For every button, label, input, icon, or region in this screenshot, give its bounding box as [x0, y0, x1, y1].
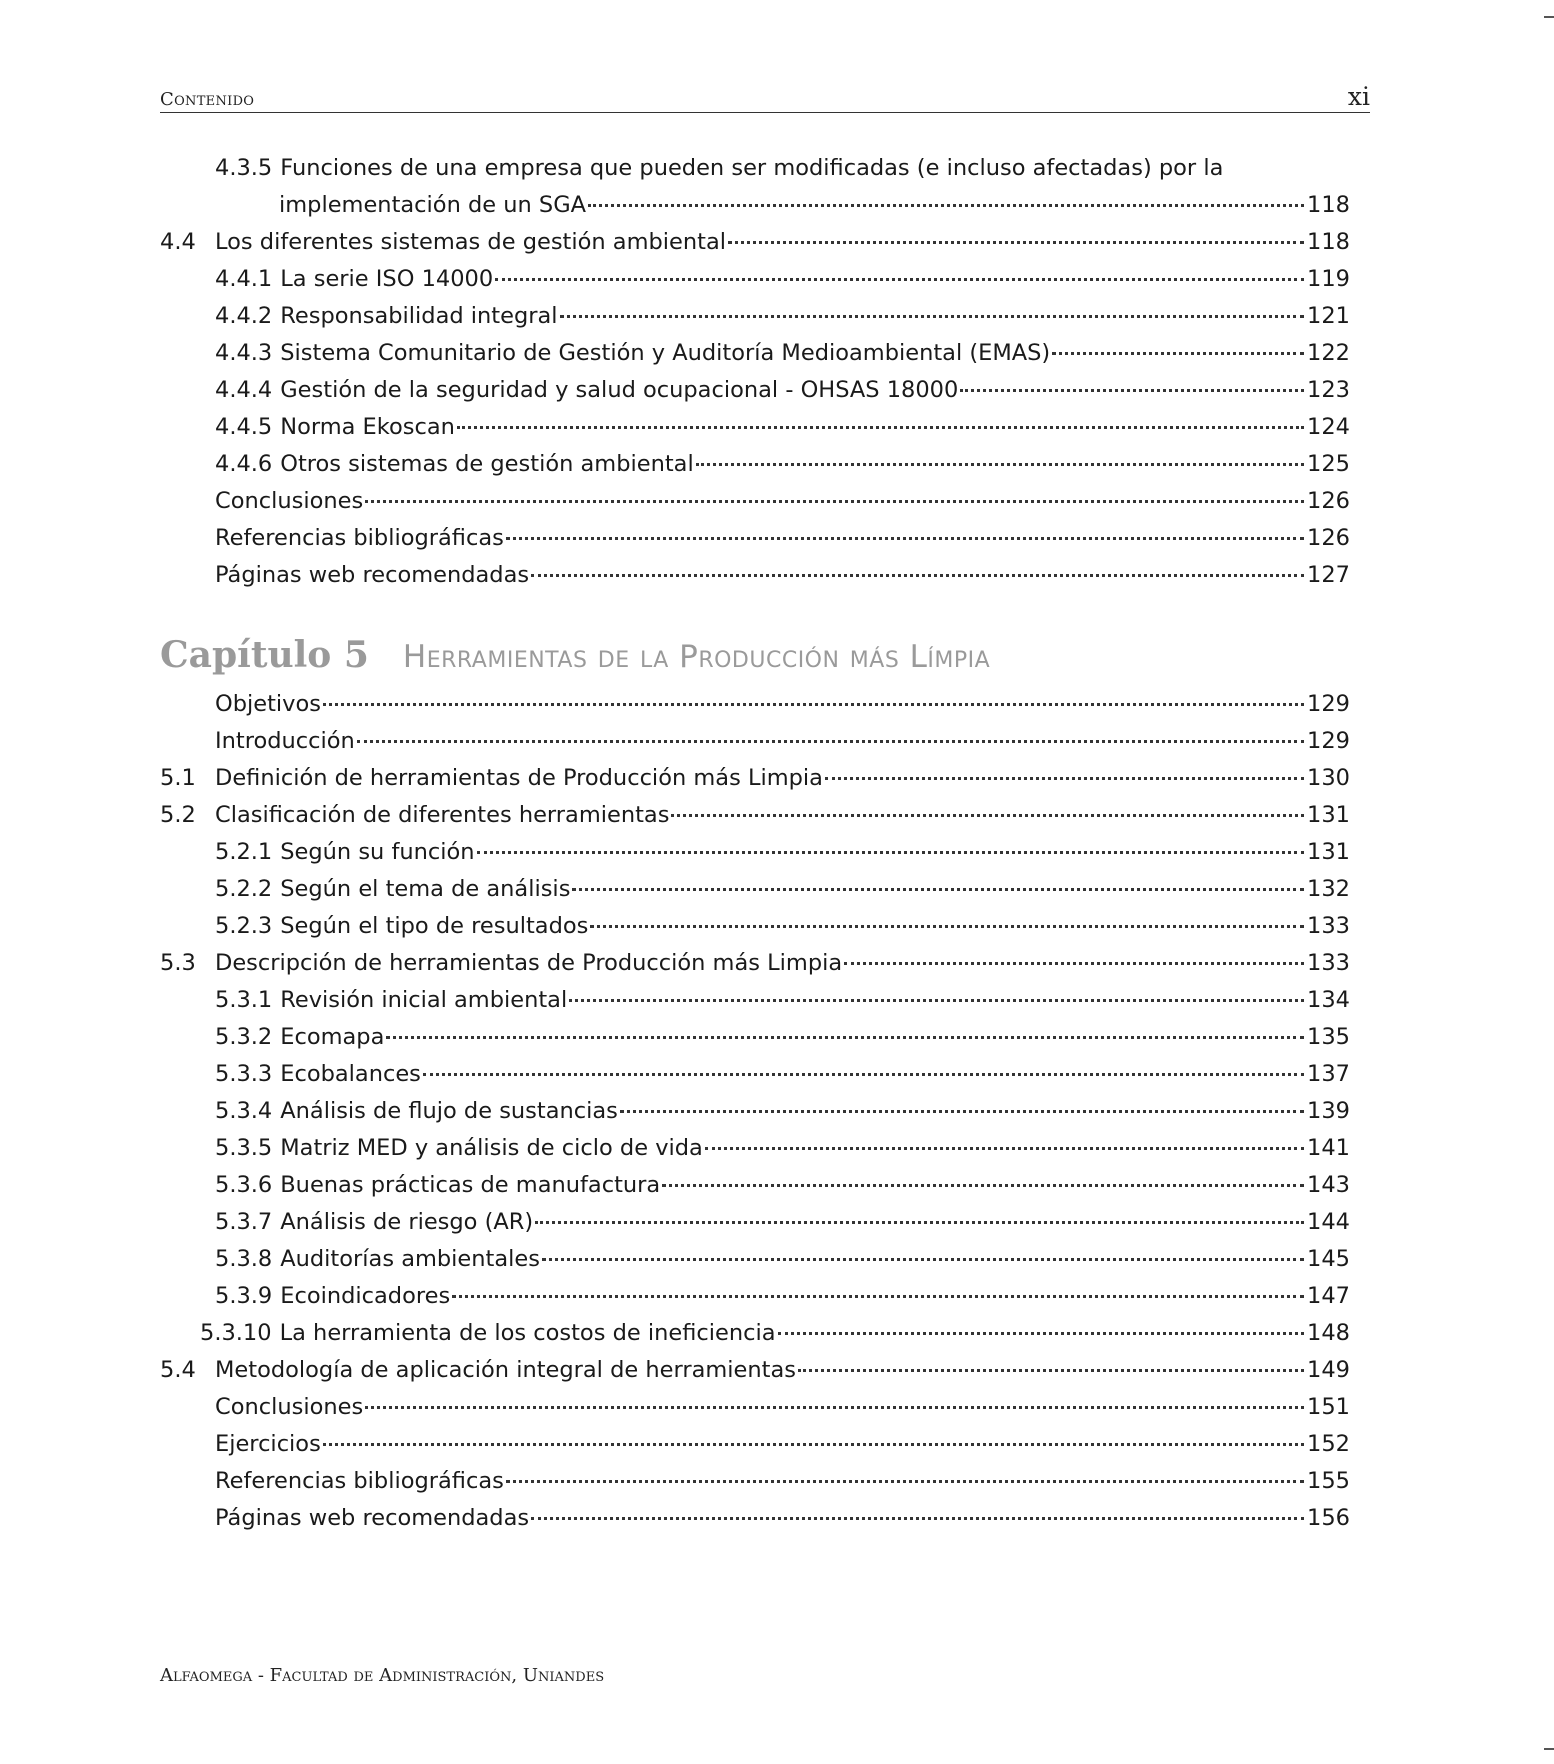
toc-entry-number: 5.1 — [160, 765, 196, 791]
toc-dot-leader — [506, 1479, 1304, 1483]
toc-entry-title: Responsabilidad integral — [280, 303, 558, 329]
toc-entry-page: 148 — [1307, 1320, 1350, 1346]
toc-entry-page: 132 — [1307, 876, 1350, 902]
toc-entry — [160, 982, 1350, 1019]
toc-entry-page: 156 — [1307, 1505, 1350, 1531]
chapter-label: Capítulo 5 — [160, 634, 369, 676]
toc-entry — [160, 261, 1350, 298]
toc-dot-leader — [542, 1257, 1304, 1261]
toc-dot-leader — [477, 850, 1304, 854]
header-page-number: xi — [1347, 82, 1370, 111]
toc-entry-page: 126 — [1307, 488, 1350, 514]
toc-dot-leader — [560, 314, 1304, 318]
toc-entry-number: 4.3.5 — [215, 155, 273, 181]
toc-entry-page: 130 — [1307, 765, 1350, 791]
toc-entry — [160, 1130, 1350, 1167]
toc-entry — [160, 1056, 1350, 1093]
toc-entry-title: Funciones de una empresa que pueden ser modificadas (e incluso afectadas) por la — [280, 155, 1224, 181]
toc-entry-title: Conclusiones — [215, 1394, 364, 1420]
toc-entry-title: Páginas web recomendadas — [215, 1505, 530, 1531]
toc-dot-leader — [531, 573, 1304, 577]
toc-entry — [160, 1463, 1350, 1500]
toc-entry-title: La herramienta de los costos de ineficiencia — [279, 1320, 776, 1346]
toc-dot-leader — [960, 388, 1304, 392]
toc-entry-title: Ecomapa — [280, 1024, 385, 1050]
toc-entry-page: 125 — [1307, 451, 1350, 477]
toc-entry — [160, 187, 1350, 224]
toc-dot-leader — [365, 1405, 1304, 1409]
toc-entry — [160, 1093, 1350, 1130]
toc-entry-title: Introducción — [215, 728, 355, 754]
toc-entry-title: Metodología de aplicación integral de herramientas — [215, 1357, 796, 1383]
running-footer: Alfaomega - Facultad de Administración, Uniandes — [160, 1665, 605, 1686]
toc-dot-leader — [696, 462, 1304, 466]
toc-entry-title: Conclusiones — [215, 488, 364, 514]
toc-section-chapter-5 — [160, 686, 1350, 1537]
toc-dot-leader — [778, 1331, 1304, 1335]
toc-dot-leader — [452, 1294, 1304, 1298]
toc-entry-page: 129 — [1307, 728, 1350, 754]
toc-dot-leader — [457, 425, 1304, 429]
toc-entry-page: 134 — [1307, 987, 1350, 1013]
toc-entry-number: 5.3.10 — [200, 1320, 272, 1346]
toc-entry-title: Matriz MED y análisis de ciclo de vida — [280, 1135, 703, 1161]
toc-entry-title: Ecobalances — [280, 1061, 421, 1087]
toc-entry-page: 149 — [1307, 1357, 1350, 1383]
toc-dot-leader — [705, 1146, 1304, 1150]
toc-entry-page: 133 — [1307, 913, 1350, 939]
toc-entry-page: 118 — [1307, 229, 1350, 255]
toc-dot-leader — [844, 961, 1304, 965]
toc-dot-leader — [423, 1072, 1304, 1076]
toc-entry-number: 5.3.7 — [215, 1209, 273, 1235]
toc-entry-page: 155 — [1307, 1468, 1350, 1494]
toc-entry — [160, 686, 1350, 723]
toc-dot-leader — [728, 240, 1304, 244]
toc-entry-page: 127 — [1307, 562, 1350, 588]
toc-entry-title: Auditorías ambientales — [280, 1246, 540, 1272]
toc-entry-title: implementación de un SGA — [279, 192, 587, 218]
toc-entry-title: Otros sistemas de gestión ambiental — [280, 451, 694, 477]
toc-entry-title: Análisis de riesgo (AR) — [280, 1209, 534, 1235]
toc-entry — [160, 1500, 1350, 1537]
toc-entry-number: 4.4.6 — [215, 451, 273, 477]
toc-entry-number: 5.3.8 — [215, 1246, 273, 1272]
toc-entry — [160, 1426, 1350, 1463]
toc-dot-leader — [620, 1109, 1304, 1113]
toc-entry-page: 122 — [1307, 340, 1350, 366]
toc-entry — [160, 150, 1350, 187]
toc-entry-title: Revisión inicial ambiental — [280, 987, 568, 1013]
toc-section-chapter-4 — [160, 150, 1350, 594]
toc-entry — [160, 797, 1350, 834]
toc-dot-leader — [662, 1183, 1304, 1187]
toc-entry-page: 137 — [1307, 1061, 1350, 1087]
toc-entry — [160, 834, 1350, 871]
toc-entry — [160, 557, 1350, 594]
toc-dot-leader — [798, 1368, 1304, 1372]
toc-entry-number: 5.3.2 — [215, 1024, 273, 1050]
toc-entry — [160, 372, 1350, 409]
toc-entry-page: 143 — [1307, 1172, 1350, 1198]
toc-entry-title: Descripción de herramientas de Producción más Limpia — [215, 950, 843, 976]
toc-dot-leader — [495, 277, 1304, 281]
toc-entry — [160, 1352, 1350, 1389]
toc-entry-number: 4.4 — [160, 229, 196, 255]
toc-entry-number: 5.3.1 — [215, 987, 273, 1013]
toc-dot-leader — [531, 1516, 1304, 1520]
toc-entry-page: 145 — [1307, 1246, 1350, 1272]
toc-entry-number: 5.2.2 — [215, 876, 273, 902]
toc-entry-title: Ecoindicadores — [280, 1283, 451, 1309]
toc-entry-page: 131 — [1307, 802, 1350, 828]
toc-dot-leader — [323, 702, 1304, 706]
toc-entry-title: La serie ISO 14000 — [280, 266, 494, 292]
toc-entry — [160, 908, 1350, 945]
toc-dot-leader — [572, 887, 1304, 891]
toc-entry-title: Objetivos — [215, 691, 321, 717]
toc-entry-page: 131 — [1307, 839, 1350, 865]
toc-dot-leader — [825, 776, 1304, 780]
toc-entry-title: Páginas web recomendadas — [215, 562, 530, 588]
toc-dot-leader — [569, 998, 1304, 1002]
toc-entry-title: Definición de herramientas de Producción más Limpia — [215, 765, 823, 791]
toc-entry-title: Buenas prácticas de manufactura — [280, 1172, 661, 1198]
toc-entry — [160, 1167, 1350, 1204]
toc-entry — [160, 409, 1350, 446]
toc-entry — [160, 723, 1350, 760]
toc-dot-leader — [365, 499, 1304, 503]
toc-entry-page: 152 — [1307, 1431, 1350, 1457]
toc-entry-page: 126 — [1307, 525, 1350, 551]
running-header — [160, 82, 1370, 113]
toc-entry-title: Según su función — [280, 839, 475, 865]
toc-entry-number: 5.3.3 — [215, 1061, 273, 1087]
chapter-heading — [160, 634, 990, 678]
toc-entry — [160, 1019, 1350, 1056]
toc-dot-leader — [588, 203, 1304, 207]
toc-dot-leader — [506, 536, 1304, 540]
toc-dot-leader — [323, 1442, 1304, 1446]
toc-entry-page: 139 — [1307, 1098, 1350, 1124]
crop-mark-top-right — [1544, 16, 1554, 18]
toc-entry — [160, 335, 1350, 372]
toc-entry-page: 151 — [1307, 1394, 1350, 1420]
crop-mark-bottom-right — [1544, 1748, 1554, 1750]
toc-entry-number: 4.4.3 — [215, 340, 273, 366]
toc-entry-number: 5.3.6 — [215, 1172, 273, 1198]
toc-entry-title: Según el tipo de resultados — [280, 913, 589, 939]
toc-entry-page: 119 — [1307, 266, 1350, 292]
toc-entry-number: 4.4.2 — [215, 303, 273, 329]
toc-entry — [160, 1389, 1350, 1426]
toc-entry — [160, 760, 1350, 797]
toc-entry-number: 5.3.5 — [215, 1135, 273, 1161]
toc-entry-page: 135 — [1307, 1024, 1350, 1050]
toc-entry-title: Según el tema de análisis — [280, 876, 571, 902]
toc-entry-number: 4.4.4 — [215, 377, 273, 403]
toc-entry-number: 5.2.3 — [215, 913, 273, 939]
toc-entry — [160, 871, 1350, 908]
toc-entry-page: 144 — [1307, 1209, 1350, 1235]
toc-entry — [160, 945, 1350, 982]
toc-entry-number: 5.4 — [160, 1357, 196, 1383]
toc-entry-title: Referencias bibliográficas — [215, 525, 504, 551]
toc-entry — [160, 1241, 1350, 1278]
toc-entry-title: Sistema Comunitario de Gestión y Auditoría Medioambiental (EMAS) — [280, 340, 1051, 366]
toc-entry-title: Gestión de la seguridad y salud ocupacional - OHSAS 18000 — [280, 377, 959, 403]
toc-entry-number: 5.2 — [160, 802, 196, 828]
toc-entry — [160, 224, 1350, 261]
toc-entry-page: 147 — [1307, 1283, 1350, 1309]
toc-entry — [160, 446, 1350, 483]
toc-entry-title: Los diferentes sistemas de gestión ambiental — [215, 229, 726, 255]
toc-entry-title: Norma Ekoscan — [280, 414, 455, 440]
toc-entry-title: Análisis de flujo de sustancias — [280, 1098, 618, 1124]
toc-entry-title: Ejercicios — [215, 1431, 321, 1457]
toc-entry — [160, 1204, 1350, 1241]
toc-dot-leader — [1052, 351, 1304, 355]
toc-entry-page: 118 — [1307, 192, 1350, 218]
toc-dot-leader — [671, 813, 1304, 817]
toc-entry-number: 5.3 — [160, 950, 196, 976]
toc-entry-page: 133 — [1307, 950, 1350, 976]
toc-dot-leader — [535, 1220, 1304, 1224]
toc-dot-leader — [590, 924, 1304, 928]
toc-entry — [160, 298, 1350, 335]
toc-entry-title: Clasificación de diferentes herramientas — [215, 802, 670, 828]
toc-entry-title: Referencias bibliográficas — [215, 1468, 504, 1494]
header-section-title: Contenido — [160, 89, 255, 110]
toc-entry-page: 123 — [1307, 377, 1350, 403]
toc-entry-number: 5.2.1 — [215, 839, 273, 865]
toc-entry — [160, 520, 1350, 557]
toc-entry-page: 141 — [1307, 1135, 1350, 1161]
toc-dot-leader — [357, 739, 1304, 743]
toc-entry — [160, 483, 1350, 520]
toc-entry-number: 4.4.1 — [215, 266, 273, 292]
toc-entry-number: 5.3.9 — [215, 1283, 273, 1309]
toc-entry — [160, 1278, 1350, 1315]
toc-entry-page: 129 — [1307, 691, 1350, 717]
toc-entry — [160, 1315, 1350, 1352]
toc-entry-number: 5.3.4 — [215, 1098, 273, 1124]
toc-entry-page: 121 — [1307, 303, 1350, 329]
toc-dot-leader — [386, 1035, 1304, 1039]
toc-entry-page: 124 — [1307, 414, 1350, 440]
chapter-title: Herramientas de la Producción más Límpia — [402, 639, 991, 675]
toc-entry-number: 4.4.5 — [215, 414, 273, 440]
